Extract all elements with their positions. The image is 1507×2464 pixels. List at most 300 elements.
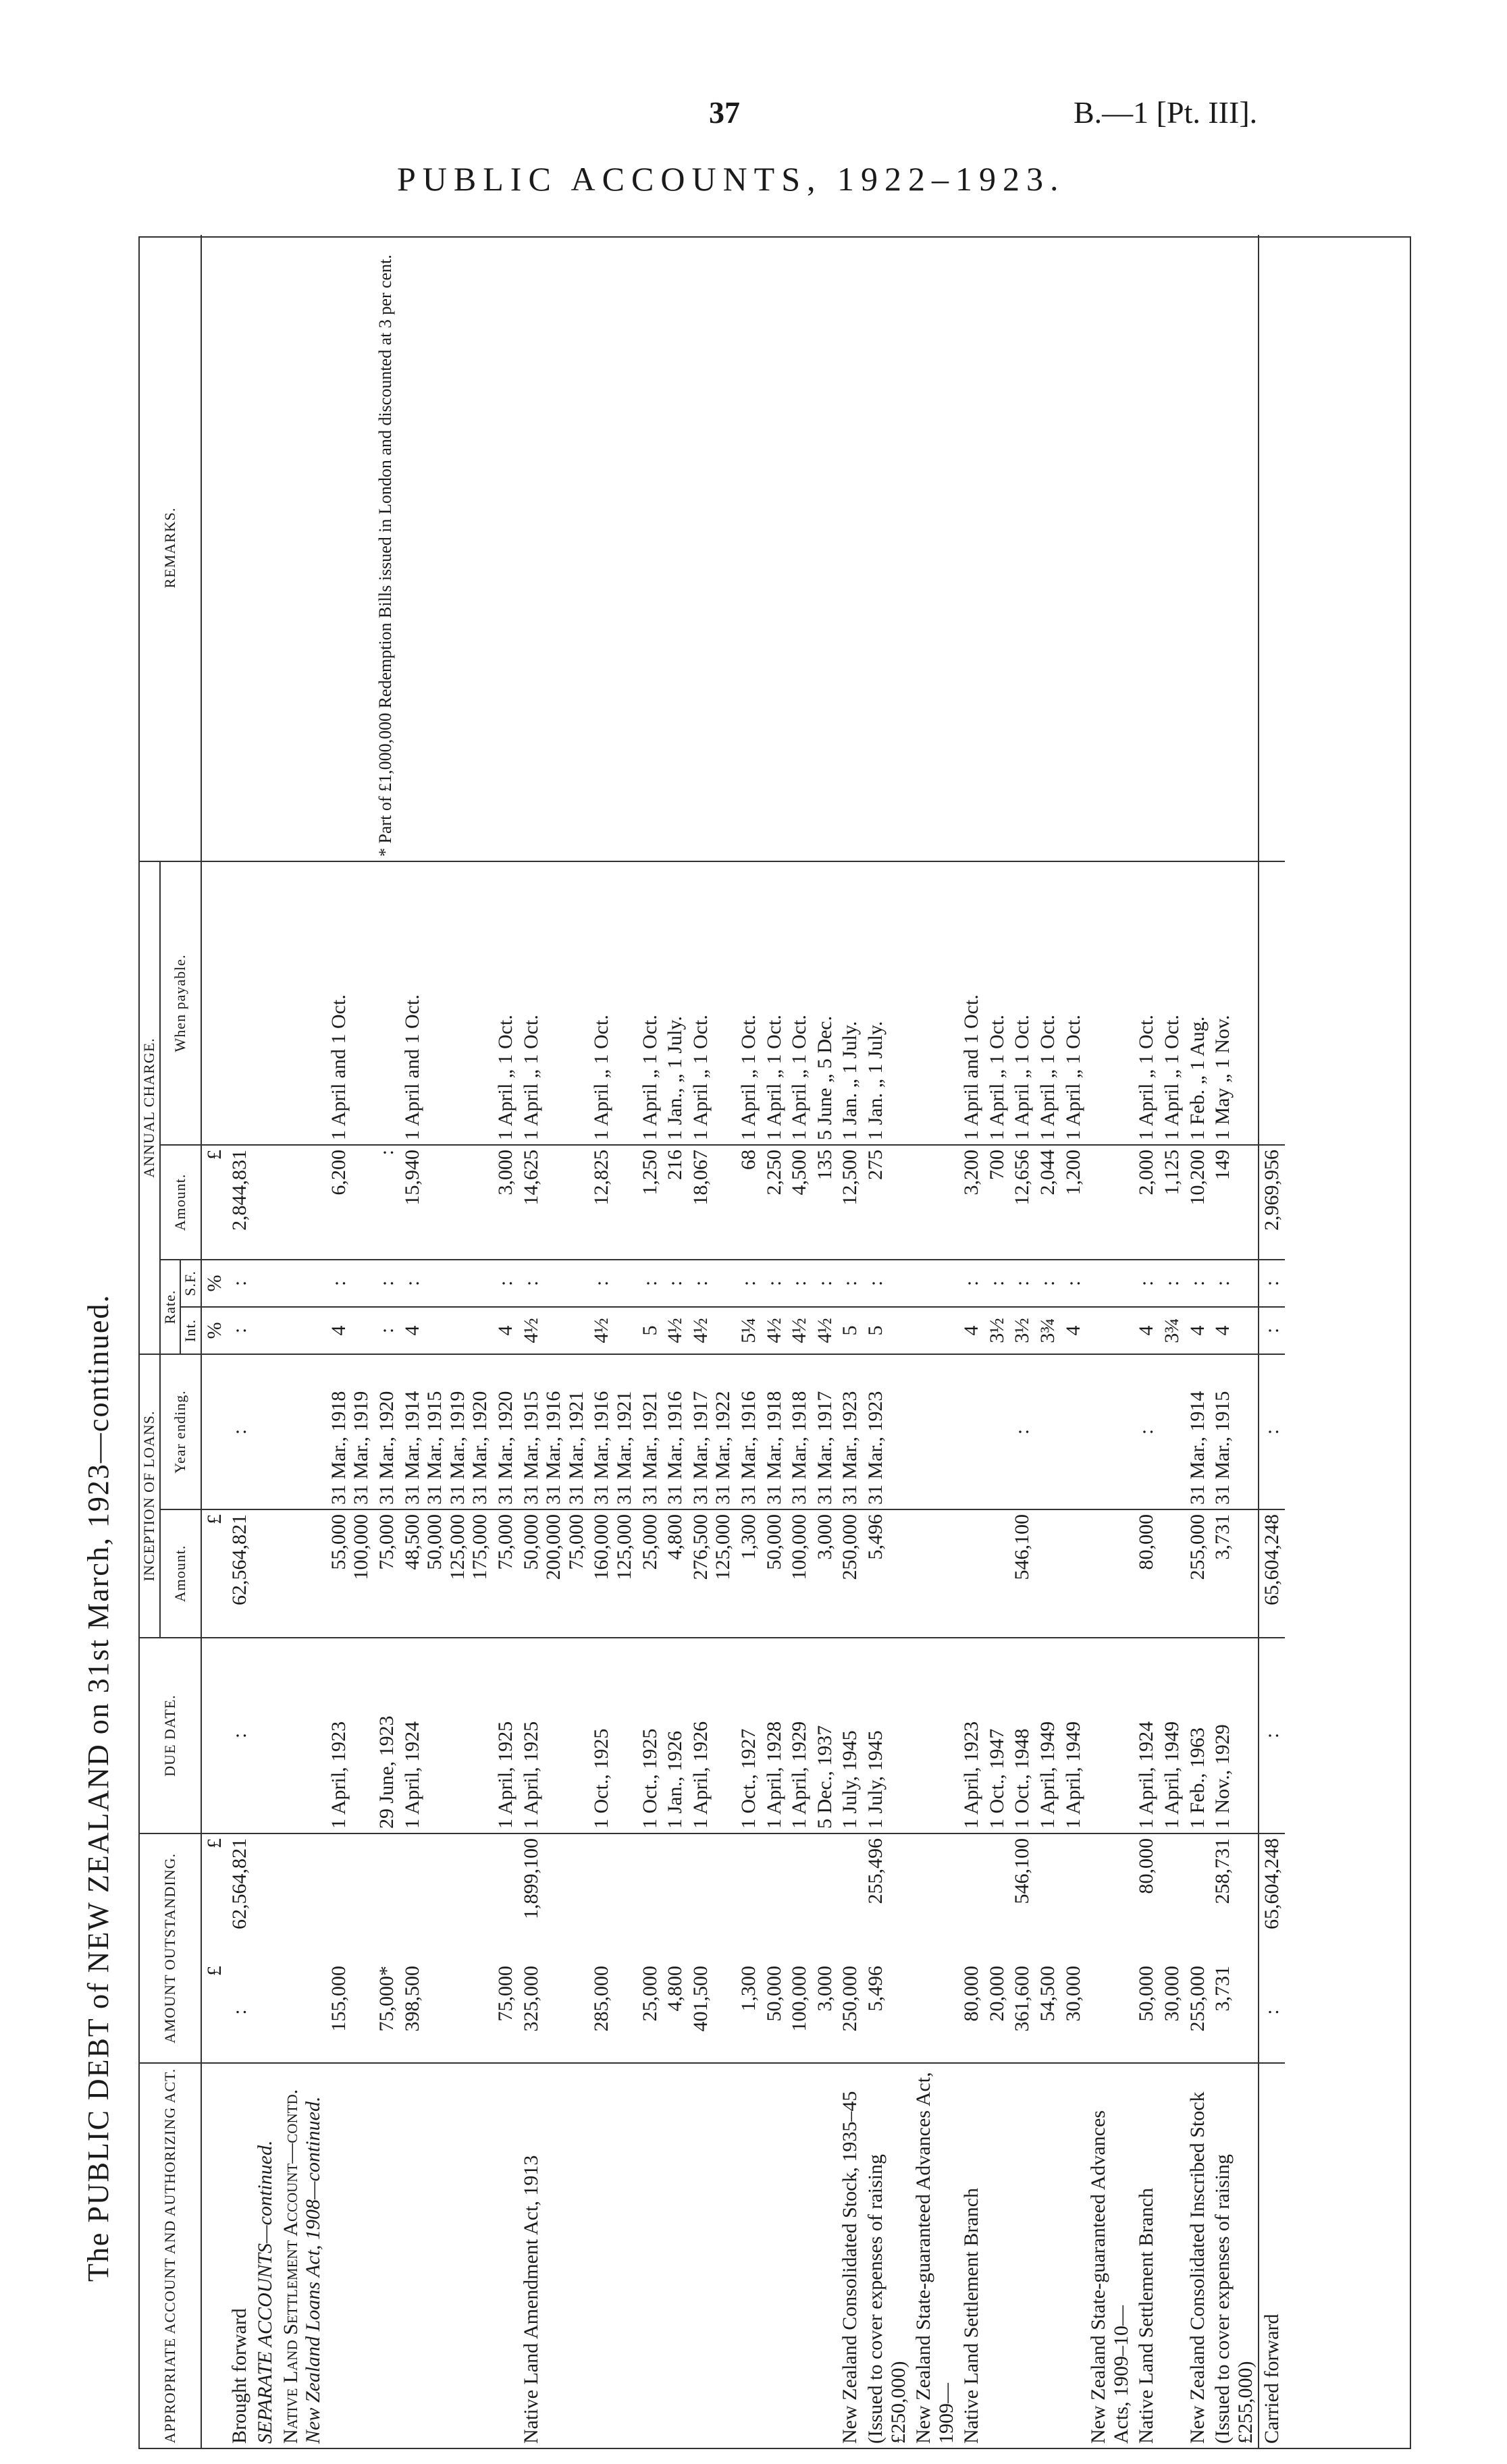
inception-amount: [1061, 1509, 1086, 1638]
charge-amount: 18,067: [688, 1145, 736, 1260]
due-date: 1 Oct., 1947: [984, 1638, 1010, 1833]
table-row: [400, 235, 493, 2448]
outstanding-subtotal: [1185, 1833, 1211, 1962]
account-cell: [736, 2063, 762, 2448]
year-ending: 31 Mar., 1918: [762, 1354, 787, 1509]
outstanding-item: 361,600: [1011, 1966, 1034, 2032]
rate-sf: :: [400, 1260, 493, 1307]
document-reference: B.—1 [Pt. III].: [1074, 95, 1258, 130]
rate-sf: :: [812, 1260, 838, 1307]
table-title: The PUBLIC DEBT of NEW ZEALAND on 31st March, 1923—continued.: [82, 1293, 115, 2282]
account-cell: (Issued to cover expenses of raising £255,000): [1210, 2063, 1259, 2448]
col-inception: INCEPTION OF LOANS.: [140, 1354, 160, 1638]
table-row: [326, 235, 374, 2448]
outstanding-item: 54,500: [1036, 1966, 1059, 2022]
outstanding-item: 50,000: [1135, 1966, 1158, 2022]
account-cell: [1035, 2063, 1061, 2448]
outstanding-item: 25,000: [638, 1966, 661, 2022]
rate-int: 5¼: [736, 1307, 762, 1354]
inception-amount: 5,496: [863, 1509, 911, 1638]
account-cell: [493, 2063, 519, 2448]
section-heading: SEPARATE ACCOUNTS—continued.: [253, 2063, 278, 2448]
when-payable: 1 Jan. „ 1 July.: [863, 861, 911, 1145]
account-cell: [812, 2063, 838, 2448]
outstanding-subtotal: [837, 1833, 863, 1962]
rate-int: 4½: [812, 1307, 838, 1354]
outstanding-item: 75,000: [494, 1966, 517, 2022]
remarks-cell: [812, 235, 838, 861]
when-payable: 1 April and 1 Oct.: [400, 861, 493, 1145]
unit-pound: £: [201, 1509, 228, 1638]
outstanding-subtotal: 546,100: [1009, 1833, 1035, 1962]
when-payable: 1 April „ 1 Oct.: [519, 861, 589, 1145]
col-rate-int: Int.: [180, 1307, 201, 1354]
charge-amount: 135: [812, 1145, 838, 1260]
col-inception-amount: Amount.: [160, 1509, 201, 1638]
table-row: [787, 235, 812, 2448]
remarks-cell: [400, 235, 493, 861]
year-ending: [984, 1354, 1010, 1509]
outstanding-subtotal: 258,731: [1210, 1833, 1259, 1962]
table-row: [762, 235, 787, 2448]
outstanding-item: 3,000: [813, 1966, 836, 2012]
table-row: [374, 235, 400, 2448]
table-row: [253, 235, 278, 2448]
outstanding-item: 155,000: [327, 1966, 350, 2032]
year-ending: [959, 1354, 984, 1509]
outstanding-item: 20,000: [985, 1966, 1008, 2022]
when-payable: 1 April „ 1 Oct.: [589, 861, 637, 1145]
when-payable: 1 April „ 1 Oct.: [493, 861, 519, 1145]
table-row: [1009, 235, 1035, 2448]
unit-percent: %: [201, 1307, 228, 1354]
table-row: [1061, 235, 1086, 2448]
table-row: [688, 235, 736, 2448]
when-payable: 1 April „ 1 Oct.: [984, 861, 1010, 1145]
outstanding-item: 255,000: [1186, 1966, 1209, 2032]
when-payable: 1 Feb. „ 1 Aug.: [1185, 861, 1211, 1145]
table-row: [984, 235, 1010, 2448]
when-payable: 1 April and 1 Oct.: [959, 861, 984, 1145]
outstanding-subtotal: [374, 1833, 400, 1962]
inception-amount: 250,000: [837, 1509, 863, 1638]
rate-sf: :: [589, 1260, 637, 1307]
remarks-cell: [959, 235, 984, 861]
rate-int: 5: [837, 1307, 863, 1354]
rate-int: 4: [400, 1307, 493, 1354]
carried-forward-inception: 65,604,248: [1259, 1509, 1285, 1638]
rate-int: 3¾: [1159, 1307, 1185, 1354]
account-cell: [762, 2063, 787, 2448]
outstanding-subtotal: [637, 1833, 663, 1962]
inception-amount: 50,000: [762, 1509, 787, 1638]
unit-pound: £: [201, 1833, 228, 1962]
outstanding-subtotal: [662, 1833, 688, 1962]
carried-forward-outstanding: 65,604,248: [1259, 1833, 1285, 1962]
account-cell: [589, 2063, 637, 2448]
charge-amount: 700: [984, 1145, 1010, 1260]
remarks-cell: [863, 235, 911, 861]
table-row: [1035, 235, 1061, 2448]
remarks-cell: [837, 235, 863, 861]
outstanding-item: 50,000: [762, 1966, 785, 2022]
outstanding-subtotal: [1061, 1833, 1086, 1962]
col-year-ending: Year ending.: [160, 1354, 201, 1509]
charge-amount: 3,000: [493, 1145, 519, 1260]
rate-int: 4½: [519, 1307, 589, 1354]
col-charge-amount: Amount.: [160, 1145, 201, 1260]
carried-forward-label: Carried forward: [1259, 2063, 1285, 2448]
inception-amount: 3,731: [1210, 1509, 1259, 1638]
when-payable: 1 April „ 1 Oct.: [787, 861, 812, 1145]
outstanding-item: 100,000: [788, 1966, 811, 2032]
account-heading: Native Land Settlement Account—contd.: [279, 2089, 302, 2444]
year-ending: 31 Mar., 1918 31 Mar., 1919: [326, 1354, 374, 1509]
rate-sf: :: [984, 1260, 1010, 1307]
remarks-cell: [662, 235, 688, 861]
col-outstanding: AMOUNT OUTSTANDING.: [140, 1833, 201, 2063]
due-date: 1 April, 1926: [688, 1638, 736, 1833]
brought-forward-inception: 62,564,821: [227, 1509, 253, 1638]
rate-sf: :: [637, 1260, 663, 1307]
rate-int: 4½: [662, 1307, 688, 1354]
charge-amount: 2,250: [762, 1145, 787, 1260]
charge-amount: 1,250: [637, 1145, 663, 1260]
account-cell: [326, 2063, 374, 2448]
inception-amount: 48,500 50,000 125,000 175,000: [400, 1509, 493, 1638]
outstanding-subtotal: [688, 1833, 736, 1962]
inception-amount: 546,100: [1009, 1509, 1035, 1638]
outstanding-subtotal: [959, 1833, 984, 1962]
due-date: 1 Jan., 1926: [662, 1638, 688, 1833]
account-cell: New Zealand Consolidated Inscribed Stock: [1185, 2063, 1211, 2448]
rate-sf: :: [1134, 1260, 1159, 1307]
remarks-cell: [493, 235, 519, 861]
rate-int: 3¾: [1035, 1307, 1061, 1354]
due-date: 1 Oct., 1948: [1009, 1638, 1035, 1833]
inception-amount: 80,000: [1134, 1509, 1159, 1638]
inception-amount: [1035, 1509, 1061, 1638]
page-title: PUBLIC ACCOUNTS, 1922–1923.: [397, 160, 1065, 198]
remarks-cell: [637, 235, 663, 861]
rate-sf: :: [326, 1260, 374, 1307]
unit-percent: %: [201, 1260, 228, 1307]
due-date: 1 April, 1923: [326, 1638, 374, 1833]
rate-int: 4: [1061, 1307, 1086, 1354]
account-cell: [1061, 2063, 1086, 2448]
col-remarks: REMARKS.: [140, 235, 201, 861]
account-cell: [787, 2063, 812, 2448]
due-date: 1 April, 1925: [519, 1638, 589, 1833]
rate-int: 4½: [688, 1307, 736, 1354]
due-date: 1 April, 1949: [1061, 1638, 1086, 1833]
brought-forward-outstanding: 62,564,821: [227, 1833, 253, 1962]
inception-amount: [959, 1509, 984, 1638]
when-payable: 1 April „ 1 Oct.: [1035, 861, 1061, 1145]
due-date: 1 Nov., 1929: [1210, 1638, 1259, 1833]
table-row: [911, 235, 959, 2448]
year-ending: 31 Mar., 1916 31 Mar., 1921: [589, 1354, 637, 1509]
table-row: Carried forward : 65,604,248 : 65,604,248 : : : 2,969,956: [1259, 235, 1285, 2448]
due-date: 1 April, 1924: [1134, 1638, 1159, 1833]
remarks-cell: [1035, 235, 1061, 861]
rate-int: 5: [637, 1307, 663, 1354]
public-debt-table: [140, 235, 1285, 2448]
when-payable: 1 April „ 1 Oct.: [1061, 861, 1086, 1145]
remarks-cell: [762, 235, 787, 861]
when-payable: 1 April „ 1 Oct.: [688, 861, 736, 1145]
charge-amount: 3,200: [959, 1145, 984, 1260]
col-rate: Rate.: [160, 1260, 181, 1354]
when-payable: 1 April „ 1 Oct.: [736, 861, 762, 1145]
table-row: [1134, 235, 1159, 2448]
remarks-cell: [984, 235, 1010, 861]
rate-int: 3½: [1009, 1307, 1035, 1354]
year-ending: 31 Mar., 1918: [787, 1354, 812, 1509]
table-row: [589, 235, 637, 2448]
table-row: [837, 235, 863, 2448]
due-date: 1 July, 1945: [863, 1638, 911, 1833]
when-payable: 1 May „ 1 Nov.: [1210, 861, 1259, 1145]
year-ending: 31 Mar., 1915: [1210, 1354, 1259, 1509]
due-date: 1 April, 1923: [959, 1638, 984, 1833]
rate-sf: :: [837, 1260, 863, 1307]
charge-amount: 4,500: [787, 1145, 812, 1260]
account-cell: [1159, 2063, 1185, 2448]
rate-sf: :: [1009, 1260, 1035, 1307]
charge-amount: 12,500: [837, 1145, 863, 1260]
when-payable: 1 April „ 1 Oct.: [1159, 861, 1185, 1145]
page-number: 37: [709, 95, 740, 130]
outstanding-item: 285,000: [590, 1966, 613, 2032]
rate-int: 4: [326, 1307, 374, 1354]
outstanding-subtotal: [812, 1833, 838, 1962]
act-name: New Zealand State-guaranteed Advances Acts, 1909–10—: [1086, 2063, 1134, 2448]
unit-pound: £: [203, 1966, 226, 1976]
outstanding-item: 250,000: [839, 1966, 862, 2032]
rate-sf: :: [1210, 1260, 1259, 1307]
outstanding-item: 398,500: [400, 1966, 423, 2032]
year-ending: 31 Mar., 1920: [374, 1354, 400, 1509]
debt-table-frame: [138, 236, 1411, 2449]
due-date: 1 Oct., 1925: [589, 1638, 637, 1833]
outstanding-item: 4,800: [664, 1966, 687, 2012]
account-cell: [400, 2063, 493, 2448]
due-date: 1 April, 1924: [400, 1638, 493, 1833]
table-row: [637, 235, 663, 2448]
due-date: 1 Oct., 1925: [637, 1638, 663, 1833]
year-ending: 31 Mar., 1923: [837, 1354, 863, 1509]
due-date: 1 April, 1925: [493, 1638, 519, 1833]
table-row: [959, 235, 984, 2448]
outstanding-subtotal: [326, 1833, 374, 1962]
rate-sf: :: [762, 1260, 787, 1307]
account-cell: [984, 2063, 1010, 2448]
outstanding-item: 1,300: [737, 1966, 760, 2012]
remarks-cell: [688, 235, 736, 861]
rate-sf: :: [688, 1260, 736, 1307]
outstanding-item: 325,000: [519, 1966, 542, 2032]
outstanding-subtotal: 255,496: [863, 1833, 911, 1962]
table-row: [493, 235, 519, 2448]
rate-sf: :: [662, 1260, 688, 1307]
remarks-cell: * Part of £1,000,000 Redemption Bills issued in London and discounted at 3 per cent.: [375, 255, 396, 857]
outstanding-subtotal: [736, 1833, 762, 1962]
table-row: [736, 235, 762, 2448]
when-payable: 1 April and 1 Oct.: [326, 861, 374, 1145]
remarks-cell: [1185, 235, 1211, 861]
rate-int: 4: [1134, 1307, 1159, 1354]
rate-sf: :: [787, 1260, 812, 1307]
remarks-cell: [1134, 235, 1159, 861]
charge-amount: :: [374, 1145, 400, 1260]
remarks-cell: [589, 235, 637, 861]
when-payable: 1 April „ 1 Oct.: [762, 861, 787, 1145]
account-cell: [1009, 2063, 1035, 2448]
outstanding-subtotal: [589, 1833, 637, 1962]
inception-amount: 50,000 200,000 75,000: [519, 1509, 589, 1638]
table-row: [1159, 235, 1185, 2448]
outstanding-item: 5,496: [864, 1966, 887, 2012]
charge-amount: 2,044: [1035, 1145, 1061, 1260]
year-ending: 31 Mar., 1916: [736, 1354, 762, 1509]
rate-int: 4½: [762, 1307, 787, 1354]
carried-forward-charge: 2,969,956: [1259, 1145, 1285, 1260]
account-cell: [688, 2063, 736, 2448]
inception-amount: 255,000: [1185, 1509, 1211, 1638]
year-ending: :: [1134, 1354, 1159, 1509]
rate-int: 4: [1185, 1307, 1211, 1354]
charge-amount: 2,000: [1134, 1145, 1159, 1260]
rate-int: :: [374, 1307, 400, 1354]
rate-sf: :: [1185, 1260, 1211, 1307]
charge-amount: 12,656: [1009, 1145, 1035, 1260]
inception-amount: 100,000: [787, 1509, 812, 1638]
outstanding-subtotal: [1159, 1833, 1185, 1962]
when-payable: 1 April „ 1 Oct.: [1134, 861, 1159, 1145]
table-row: [863, 235, 911, 2448]
charge-amount: 149: [1210, 1145, 1259, 1260]
rate-int: 4: [493, 1307, 519, 1354]
table-row: Brought forward : 62,564,821 : 62,564,821 : : : 2,844,831: [227, 235, 253, 2448]
inception-amount: [984, 1509, 1010, 1638]
year-ending: 31 Mar., 1914: [1185, 1354, 1211, 1509]
when-payable: 1 April „ 1 Oct.: [637, 861, 663, 1145]
due-date: 1 April, 1949: [1159, 1638, 1185, 1833]
branch-name: Native Land Settlement Branch: [959, 2063, 984, 2448]
brought-forward-label: Brought forward: [227, 2063, 253, 2448]
due-date: 1 April, 1929: [787, 1638, 812, 1833]
table-row: [812, 235, 838, 2448]
year-ending: [1159, 1354, 1185, 1509]
charge-amount: 1,200: [1061, 1145, 1086, 1260]
charge-amount: 10,200: [1185, 1145, 1211, 1260]
table-row: [1185, 235, 1211, 2448]
due-date: 1 April, 1949: [1035, 1638, 1061, 1833]
inception-amount: 160,000 125,000: [589, 1509, 637, 1638]
outstanding-item: 80,000: [960, 1966, 983, 2022]
inception-amount: 75,000: [374, 1509, 400, 1638]
charge-amount: 68: [736, 1145, 762, 1260]
due-date: 1 April, 1928: [762, 1638, 787, 1833]
rate-int: 4: [959, 1307, 984, 1354]
unit-pound: £: [201, 1145, 228, 1260]
rate-sf: :: [736, 1260, 762, 1307]
remarks-cell: [736, 235, 762, 861]
rate-sf: :: [519, 1260, 589, 1307]
year-ending: 31 Mar., 1923: [863, 1354, 911, 1509]
outstanding-subtotal: [762, 1833, 787, 1962]
rate-int: 4: [1210, 1307, 1259, 1354]
charge-amount: 12,825: [589, 1145, 637, 1260]
outstanding-subtotal: 1,899,100: [519, 1833, 589, 1962]
table-row: [1086, 235, 1134, 2448]
table-row: [278, 235, 326, 2448]
year-ending: [1035, 1354, 1061, 1509]
year-ending: 31 Mar., 1920: [493, 1354, 519, 1509]
account-cell: [374, 2063, 400, 2448]
charge-amount: 1,125: [1159, 1145, 1185, 1260]
rate-int: 5: [863, 1307, 911, 1354]
account-cell: [637, 2063, 663, 2448]
rate-sf: :: [863, 1260, 911, 1307]
outstanding-subtotal: [984, 1833, 1010, 1962]
due-date: 1 July, 1945: [837, 1638, 863, 1833]
rate-int: 4½: [589, 1307, 637, 1354]
table-row: [662, 235, 688, 2448]
outstanding-subtotal: [787, 1833, 812, 1962]
outstanding-item: 75,000*: [375, 1966, 398, 2032]
col-when-payable: When payable.: [160, 861, 201, 1145]
remarks-cell: [1159, 235, 1185, 861]
year-ending: :: [1009, 1354, 1035, 1509]
account-cell: New Zealand Consolidated Stock, 1935–45: [837, 2063, 863, 2448]
when-payable: 1 April „ 1 Oct.: [1009, 861, 1035, 1145]
when-payable: 1 Jan. „ 1 July.: [837, 861, 863, 1145]
year-ending: 31 Mar., 1914 31 Mar., 1915 31 Mar., 1919 31 Mar., 1920: [400, 1354, 493, 1509]
outstanding-subtotal: [400, 1833, 493, 1962]
inception-amount: 3,000: [812, 1509, 838, 1638]
act-name: Native Land Amendment Act, 1913: [519, 2063, 589, 2448]
year-ending: 31 Mar., 1917 31 Mar., 1922: [688, 1354, 736, 1509]
year-ending: [1061, 1354, 1086, 1509]
remarks-cell: [1061, 235, 1086, 861]
year-ending: 31 Mar., 1915 31 Mar., 1916 31 Mar., 1921: [519, 1354, 589, 1509]
outstanding-item: 401,500: [689, 1966, 712, 2032]
rate-int: 4½: [787, 1307, 812, 1354]
table-row: [201, 235, 228, 2448]
year-ending: 31 Mar., 1921: [637, 1354, 663, 1509]
account-cell: [662, 2063, 688, 2448]
due-date: 1 Feb., 1963: [1185, 1638, 1211, 1833]
col-due-date: DUE DATE.: [140, 1638, 201, 1833]
remarks-cell: [326, 235, 374, 861]
inception-amount: 276,500 125,000: [688, 1509, 736, 1638]
charge-amount: 275: [863, 1145, 911, 1260]
outstanding-item: 30,000: [1061, 1966, 1084, 2022]
col-rate-sf: S.F.: [180, 1260, 201, 1307]
remarks-cell: [1009, 235, 1035, 861]
inception-amount: 4,800: [662, 1509, 688, 1638]
year-ending: 31 Mar., 1917: [812, 1354, 838, 1509]
rate-sf: :: [374, 1260, 400, 1307]
when-payable: 5 June „ 5 Dec.: [812, 861, 838, 1145]
due-date: 1 Oct., 1927: [736, 1638, 762, 1833]
rate-sf: :: [1061, 1260, 1086, 1307]
remarks-cell: [1210, 235, 1259, 861]
rate-int: 3½: [984, 1307, 1010, 1354]
due-date: 29 June, 1923: [374, 1638, 400, 1833]
